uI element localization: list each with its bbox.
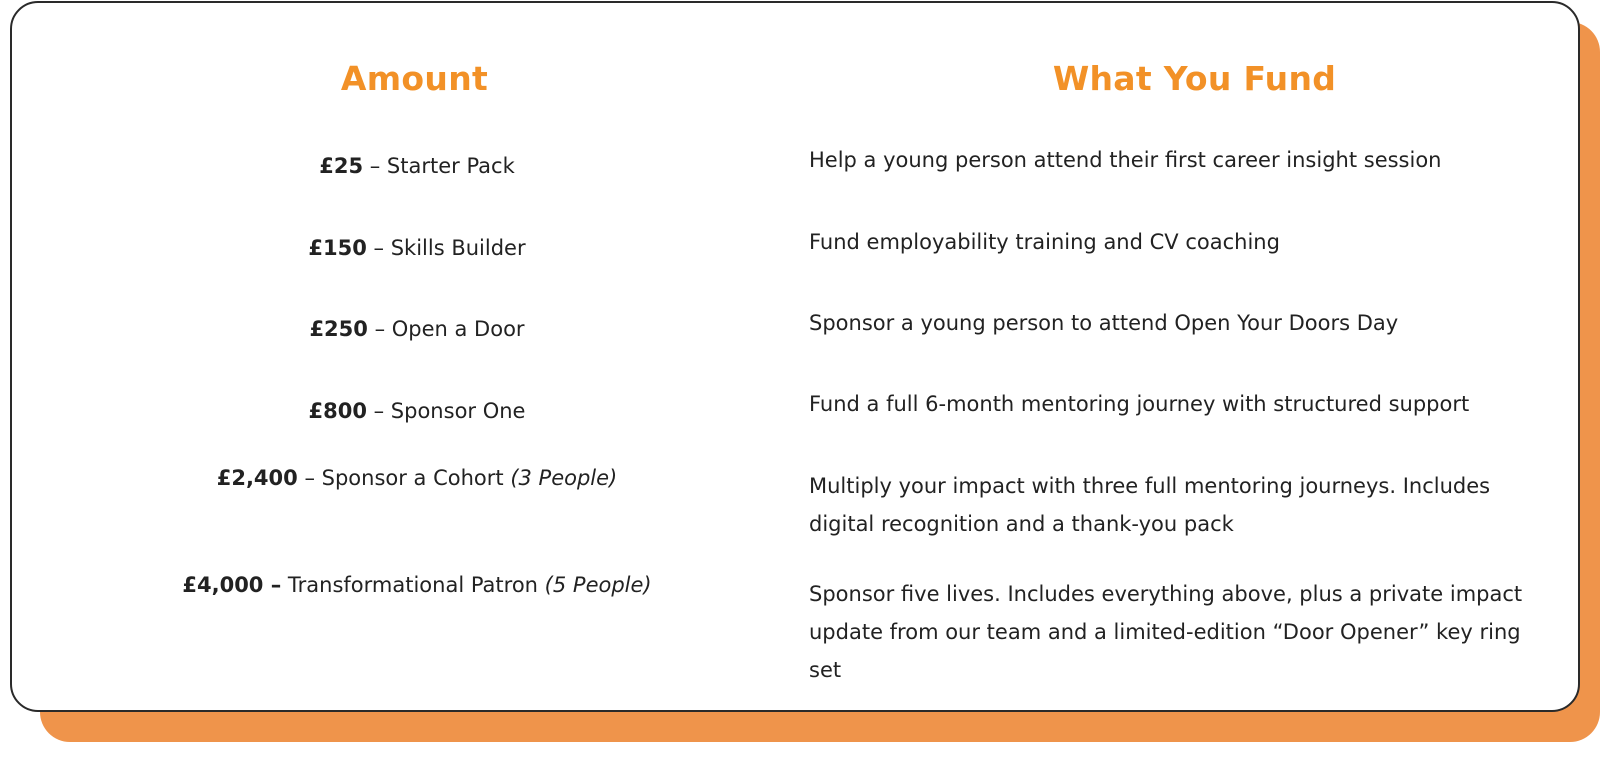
tier-amount (162, 573, 672, 597)
tier-price: £250 (309, 317, 368, 341)
tier-amount (162, 154, 672, 178)
tier-amount (162, 317, 672, 341)
tier-fund-description: Help a young person attend their first career insight session (809, 148, 1442, 172)
tier-amount (162, 466, 672, 490)
tier-price: £4,000 – (182, 573, 282, 597)
pricing-card (10, 1, 1580, 712)
tier-fund-description: Sponsor a young person to attend Open Your Doors Day (809, 311, 1399, 335)
tier-fund-description: Fund employability training and CV coaching (809, 230, 1280, 254)
tier-price: £150 (308, 236, 367, 260)
tier-fund-description: Fund a full 6-month mentoring journey with structured support (809, 392, 1470, 416)
tier-price: £25 (319, 154, 364, 178)
fund-header: What You Fund (1052, 59, 1337, 98)
tier-note: (5 People) (544, 573, 652, 597)
tier-name: Transformational Patron (281, 573, 545, 597)
tier-fund-description: Multiply your impact with three full mentoring journeys. Includes digital recognition and a thank-you pack (809, 474, 1491, 536)
tier-amount (162, 399, 672, 423)
tier-name: – Open a Door (367, 317, 525, 341)
tier-name: – Skills Builder (366, 236, 526, 260)
tier-name: – Sponsor a Cohort (297, 466, 511, 490)
tier-name: – Sponsor One (366, 399, 526, 423)
tier-amount (162, 236, 672, 260)
tier-price: £800 (308, 399, 367, 423)
tier-name: – Starter Pack (363, 154, 515, 178)
tier-fund-description: Sponsor five lives. Includes everything above, plus a private impact update from our team and a limited-edition “Door Opener” key ring set (809, 582, 1523, 682)
amount-header: Amount (340, 59, 489, 98)
tier-note: (3 People) (510, 466, 618, 490)
tier-price: £2,400 (216, 466, 298, 490)
